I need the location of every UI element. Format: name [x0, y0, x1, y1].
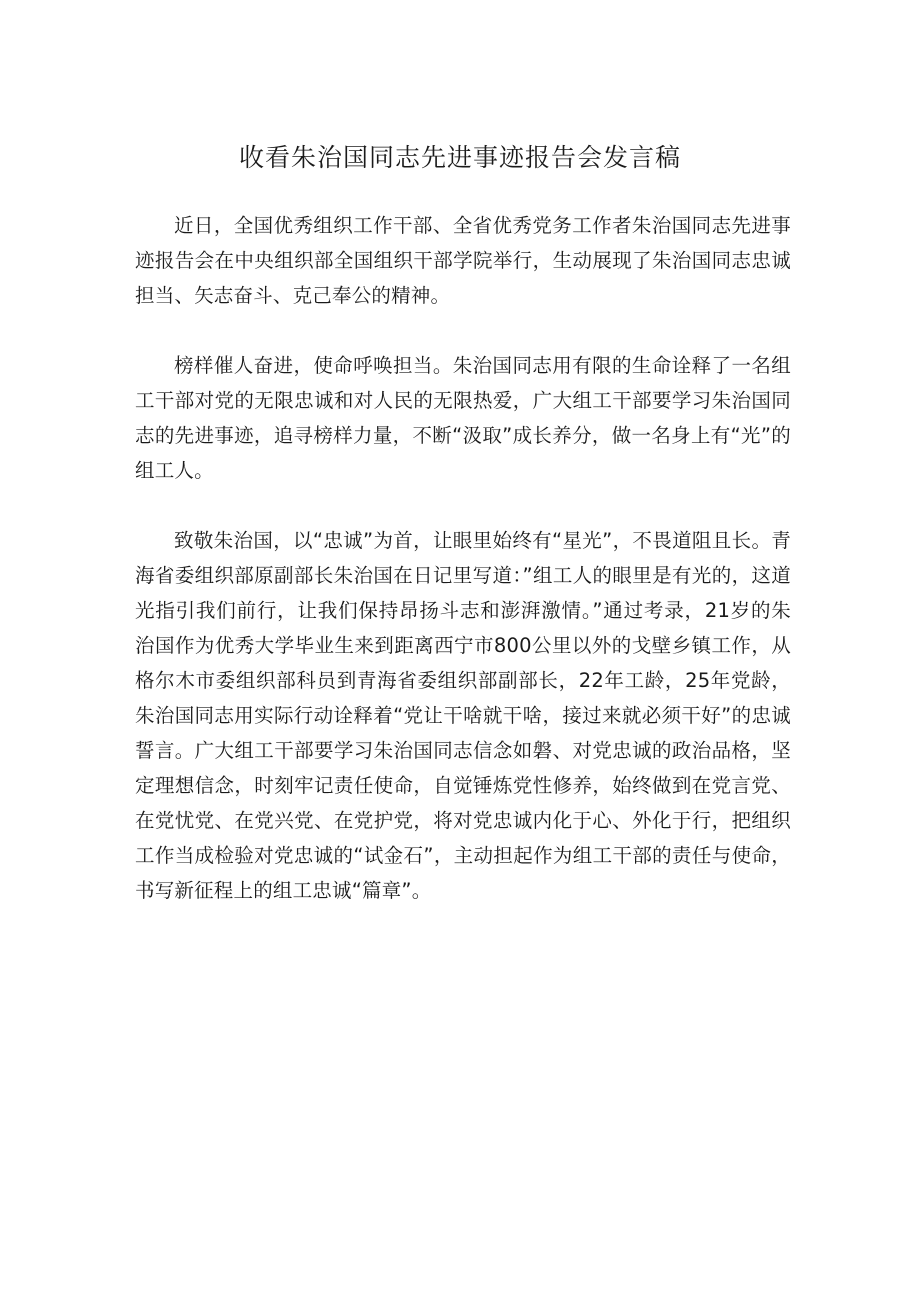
paragraph-role-model: 榜样催人奋进，使命呼唤担当。朱治国同志用有限的生命诠释了一名组工干部对党的无限忠诚和对人民的无限热爱，广大组工干部要学习朱治国同志的先进事迹，追寻榜样力量，不断“汲取”成长养分，做一名身上有“光”的组工人。 [135, 354, 791, 482]
paragraph-loyalty: 致敬朱治国，以“忠诚”为首，让眼里始终有“星光”，不畏道阻且长。青海省委组织部原副部长朱治国在日记里写道：”组工人的眼里是有光的，这道光指引我们前行，让我们保持昂扬斗志和澎湃激情。”通过考录，21岁的朱治国作为优秀大学毕业生来到距离西宁市800公里以外的戈壁乡镇工作，从格尔木市委组织部科员到青海省委组织部副部长，22年工龄，25年党龄，朱治国同志用实际行动诠释着“党让干啥就干啥，接过来就必须干好”的忠诚誓言。广大组工干部要学习朱治国同志信念如磐、对党忠诚的政治品格，坚定理想信念，时刻牢记责任使命，自觉锤炼党性修养，始终做到在党言党、在党忧党、在党兴党、在党护党，将对党忠诚内化于心、外化于行，把组织工作当成检验对党忠诚的“试金石”，主动担起作为组工干部的责任与使命，书写新征程上的组工忠诚“篇章”。 [135, 529, 791, 902]
paragraph-intro: 近日，全国优秀组织工作干部、全省优秀党务工作者朱治国同志先进事迹报告会在中央组织部全国组织干部学院举行，生动展现了朱治国同志忠诚担当、矢志奋斗、克己奉公的精神。 [135, 214, 791, 307]
document-body [135, 208, 791, 943]
document-title: 收看朱治国同志先进事迹报告会发言稿 [238, 143, 681, 172]
